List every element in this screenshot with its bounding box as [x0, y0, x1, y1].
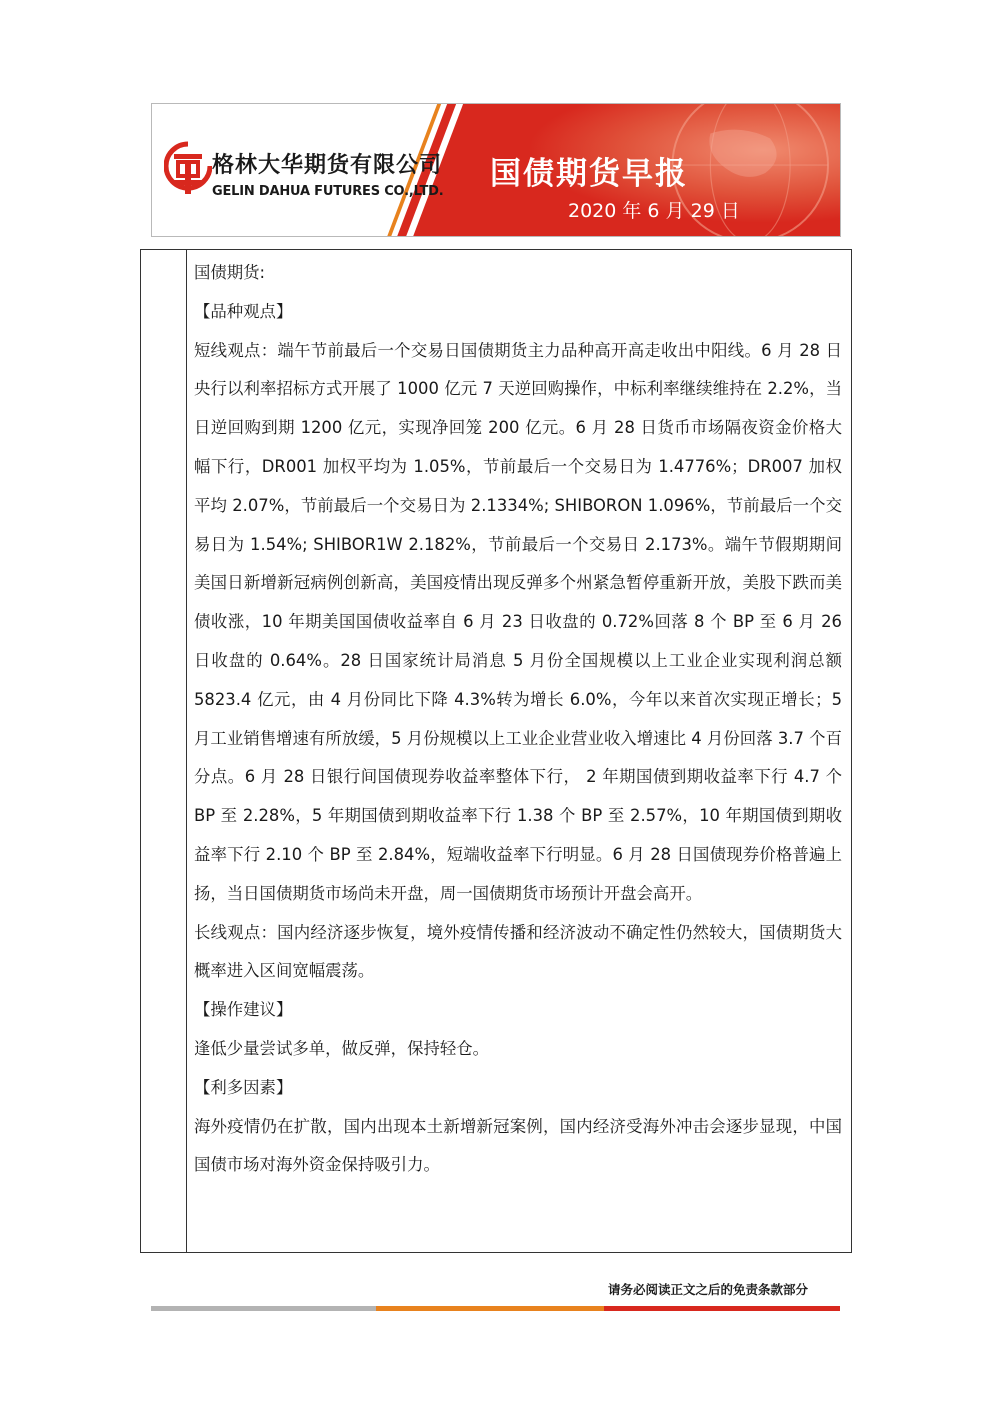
frame-divider — [186, 249, 187, 1253]
view-heading: 【品种观点】 — [194, 301, 293, 321]
footer-bar-gray — [151, 1306, 376, 1311]
short-term-view: 短线观点：端午节前最后一个交易日国债期货主力品种高开高走收出中阳线。6 月 28 日央行以利率招标方式开展了 1000 亿元 7 天逆回购操作，中标利率继续维持在 2.2%，当日逆回购到期 1200 亿元，实现净回笼 200 亿元。6 月 28 日货币市场隔夜资金价格大幅下行，DR001 加权平均为 1.05%，节前最后一个交易日为 1.4776%；DR007 加权平均 2.07%，节前最后一个交易日为 2.1334%; SHIBORON 1.096%，节前最后一个交易日为 1.54%; SHIBOR1W 2.182%，节前最后一个交易日 2.173%。端午节假期期间美国日新增新冠病例创新高，美国疫情出现反弹多个州紧急暂停重新开放，美股下跌而美债收涨，10 年期美国国债收益率自 6 月 23 日收盘的 0.72%回落 8 个 BP 至 6 月 26 日收盘的 0.64%。28 日国家统计局消息 5 月份全国规模以上工业企业实现利润总额 5823.4 亿元，由 4 月份同比下降 4.3%转为增长 6.0%，今年以来首次实现正增长；5 月工业销售增速有所放缓，5 月份规模以上工业企业营业收入增速比 4 月份回落 3.7 个百分点。6 月 28 日银行间国债现券收益率整体下行， 2 年期国债到期收益率下行 4.7 个 BP 至 2.28%，5 年期国债到期收益率下行 1.38 个 BP 至 2.57%，10 年期国债到期收益率下行 2.10 个 BP 至 2.84%，短端收益率下行明显。6 月 28 日国债现券价格普遍上扬，当日国债期货市场尚未开盘，周一国债期货市场预计开盘会高开。 — [194, 340, 842, 903]
footer-bar-orange — [376, 1306, 604, 1311]
report-date: 2020 年 6 月 29 日 — [568, 200, 740, 222]
report-header — [151, 103, 841, 237]
advice-heading: 【操作建议】 — [194, 1000, 293, 1020]
long-term-view: 长线观点：国内经济逐步恢复，境外疫情传播和经济波动不确定性仍然较大，国债期货大概率进入区间宽幅震荡。 — [194, 922, 842, 981]
company-logo — [164, 140, 212, 198]
bullish-text: 海外疫情仍在扩散，国内出现本土新增新冠案例，国内经济受海外冲击会逐步显现，中国国债市场对海外资金保持吸引力。 — [194, 1116, 842, 1175]
company-name-cn: 格林大华期货有限公司 — [212, 153, 443, 178]
disclaimer-note: 请务必阅读正文之后的免责条款部分 — [608, 1282, 809, 1297]
advice-text: 逢低少量尝试多单，做反弹，保持轻仓。 — [194, 1038, 490, 1058]
footer-bar-red — [604, 1306, 840, 1311]
company-name-en: GELIN DAHUA FUTURES CO.,LTD. — [212, 184, 444, 199]
section-label: 国债期货: — [194, 263, 266, 282]
report-title: 国债期货早报 — [490, 156, 688, 192]
report-body — [194, 254, 842, 1185]
bullish-heading: 【利多因素】 — [194, 1077, 293, 1097]
